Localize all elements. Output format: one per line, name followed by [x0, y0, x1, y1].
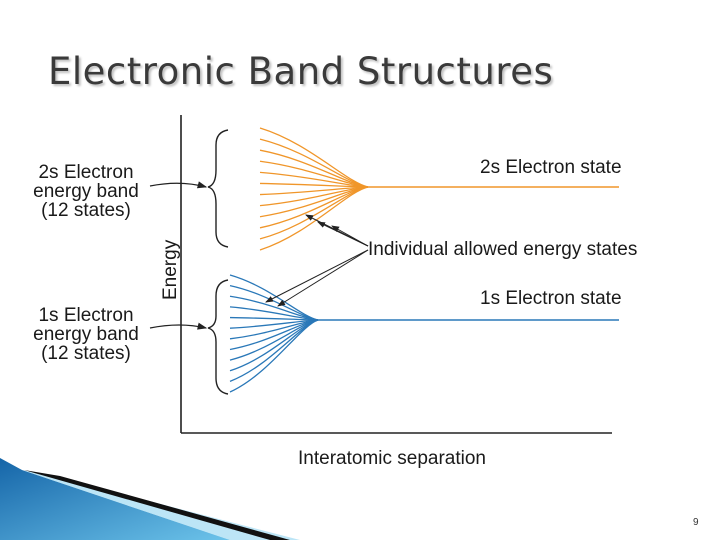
band-1s-curves: [230, 275, 318, 392]
state-2s-label: 2s Electron state: [480, 157, 622, 178]
band-2s-label: [33, 162, 139, 221]
band-1s-label-line-3: (12 states): [41, 343, 131, 364]
band-2s-label-line-2: energy band: [33, 181, 139, 202]
bracket-1s: [208, 280, 228, 394]
y-axis-label: Energy: [160, 239, 181, 300]
state-1s-label: 1s Electron state: [480, 288, 622, 309]
band-2s-curves: [260, 128, 368, 250]
slide-title: Electronic Band Structures: [48, 50, 554, 93]
band-1s-pointer-arrow: [150, 325, 206, 328]
band-2s-label-line-1: 2s Electron: [38, 162, 134, 183]
annotation-arrow-4: [266, 250, 368, 302]
band-1s-label: [33, 305, 139, 364]
annotation-arrow-3: [332, 226, 368, 246]
bracket-2s: [208, 130, 228, 247]
footer-ribbon: [0, 458, 300, 540]
band-1s-label-line-2: energy band: [33, 324, 139, 345]
band-1s-label-line-1: 1s Electron: [38, 305, 134, 326]
x-axis-label: Interatomic separation: [298, 448, 486, 469]
annotation-arrow-5: [278, 250, 368, 306]
annotation-label: Individual allowed energy states: [368, 239, 638, 260]
band-2s-label-line-3: (12 states): [41, 200, 131, 221]
band-2s-state-curve: [260, 128, 368, 187]
page-number: 9: [693, 517, 699, 528]
annotation-arrows: [266, 215, 368, 306]
band-2s-pointer-arrow: [150, 183, 206, 187]
